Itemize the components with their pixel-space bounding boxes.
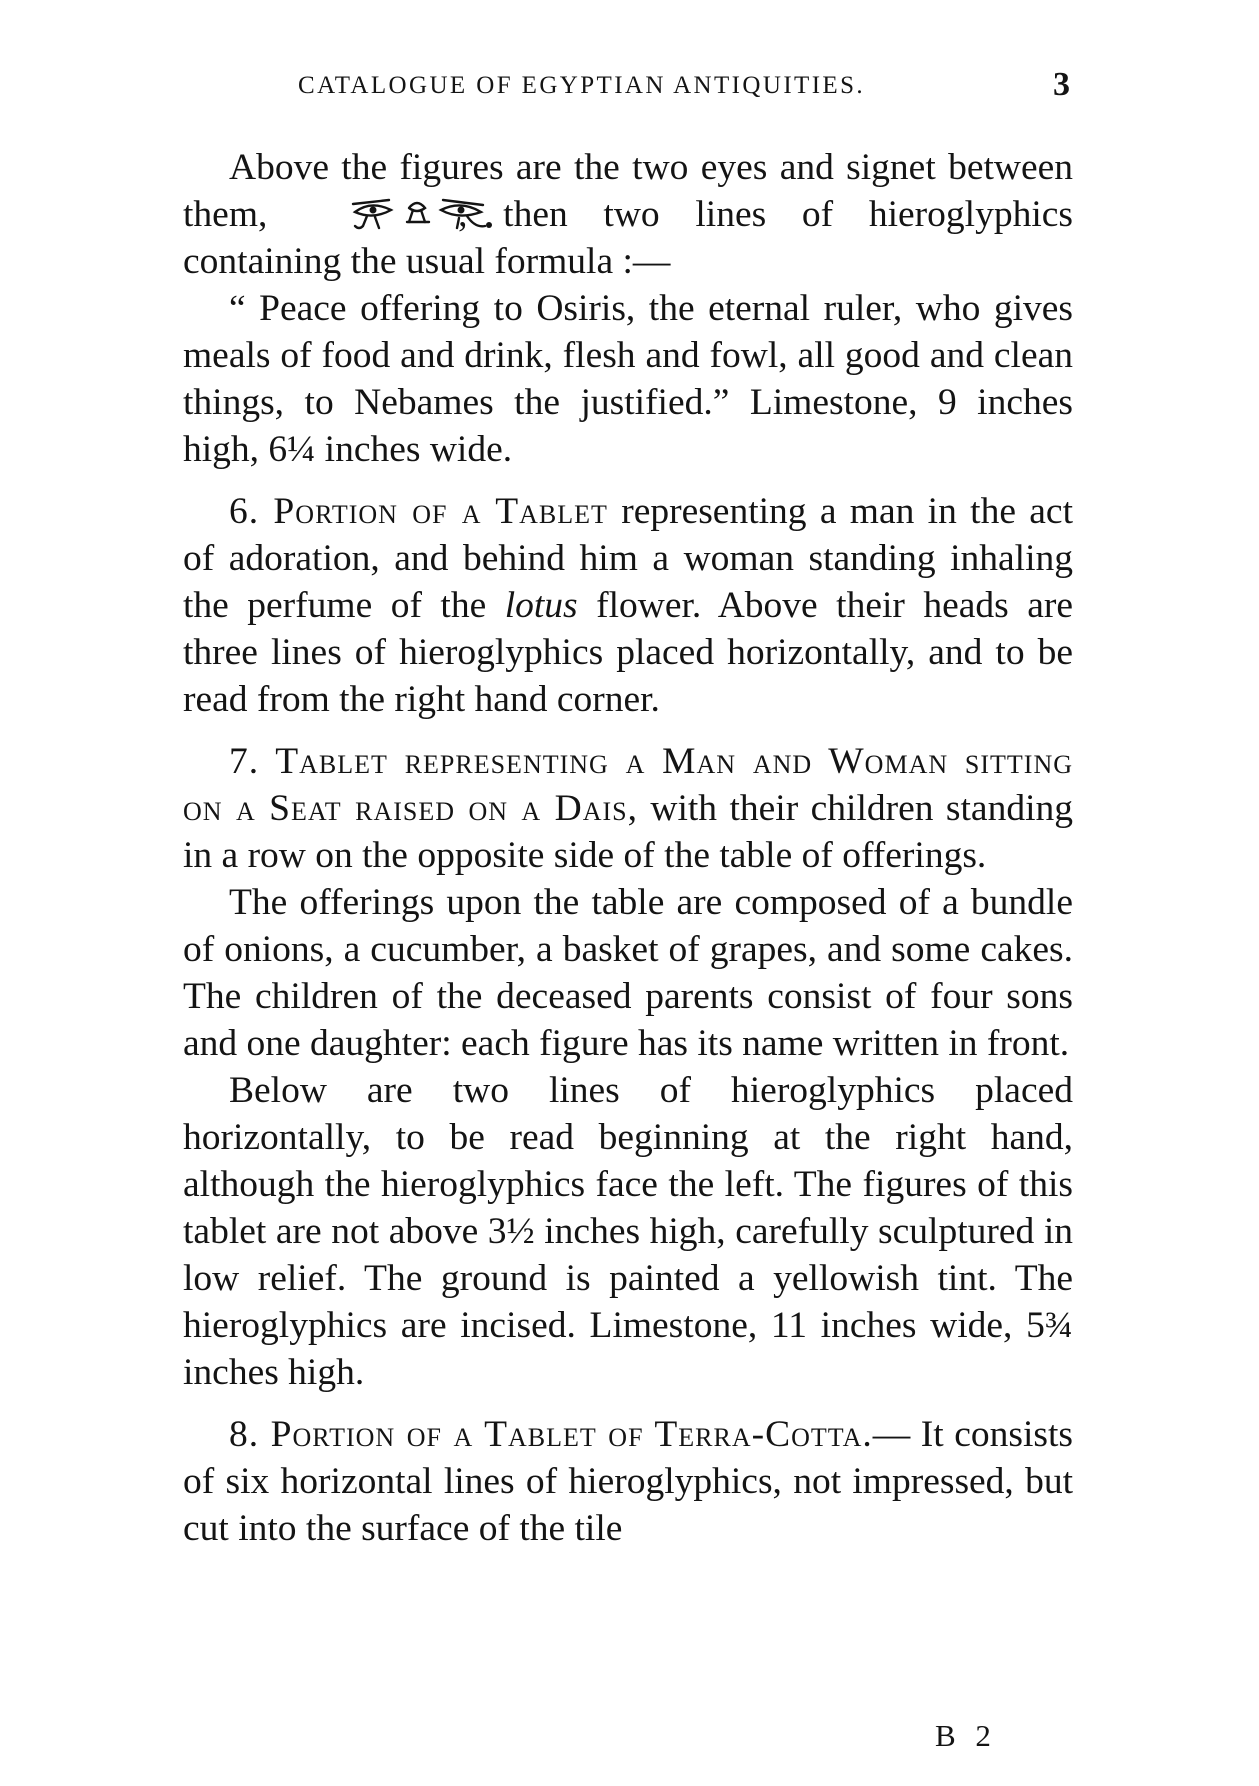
entry-7-text: with their children standing in a row on the opposite side of the table of offerings. xyxy=(183,788,1073,876)
paragraph-text: Above the figures are the two eyes and signet between them, xyxy=(183,147,1073,235)
entry-7-heading: 7. Tablet representing a Man and Woman sitting on a Seat raised on a Dais, xyxy=(183,741,1073,829)
paragraph-formula: “ Peace offering to Osiris, the eternal ruler, who gives meals of food and drink, flesh and fowl, all good and clean things, to Nebames the justified.” Limestone, 9 inches high, 6¼ inches wide. xyxy=(183,288,1073,470)
page-number: 3 xyxy=(1053,66,1070,103)
entry-8 xyxy=(183,1411,1073,1552)
paragraph-text: , then two lines of hieroglyphics containing the usual formula :— xyxy=(183,194,1073,282)
entry-6-heading: 6. Portion of a Tablet xyxy=(229,491,608,532)
paragraph-eyes-signet xyxy=(183,144,1073,285)
entry-6-italic: lotus xyxy=(504,585,578,626)
paragraph-below: Below are two lines of hieroglyphics placed horizontally, to be read beginning at the right hand, although the hieroglyphics face the left. The figures of this tablet are not above 3½ inches high, carefully sculptured in low relief. The ground is painted a yellowish tint. The hieroglyphics are incised. Limestone, 11 inches wide, 5¾ inches high. xyxy=(183,1070,1073,1393)
running-head: CATALOGUE OF EGYPTIAN ANTIQUITIES. xyxy=(298,72,866,99)
entry-6-text: representing a man in the act of adoration, and behind him a woman standing inhaling the perfume of the xyxy=(183,491,1073,626)
entry-8-heading: 8. Portion of a Tablet of Terra-Cotta. xyxy=(229,1414,873,1455)
eye-signet-eye-hieroglyph-icon xyxy=(303,192,458,232)
paragraph-offerings: The offerings upon the table are composed of a bundle of onions, a cucumber, a basket of grapes, and some cakes. The children of the deceased parents consist of four sons and one daughter: each figure has its name written in front. xyxy=(183,882,1073,1064)
body-text xyxy=(183,144,1073,1552)
page-header xyxy=(290,66,1090,110)
signature-mark: B 2 xyxy=(935,1718,997,1753)
entry-8-text: — It consists of six horizontal lines of hieroglyphics, not impressed, but cut into the surface of the tile xyxy=(183,1414,1074,1549)
entry-7 xyxy=(183,738,1073,879)
entry-6 xyxy=(183,488,1073,723)
entry-6-text-end: flower. Above their heads are three lines of hieroglyphics placed horizontally, and to be read from the right hand corner. xyxy=(183,585,1074,720)
